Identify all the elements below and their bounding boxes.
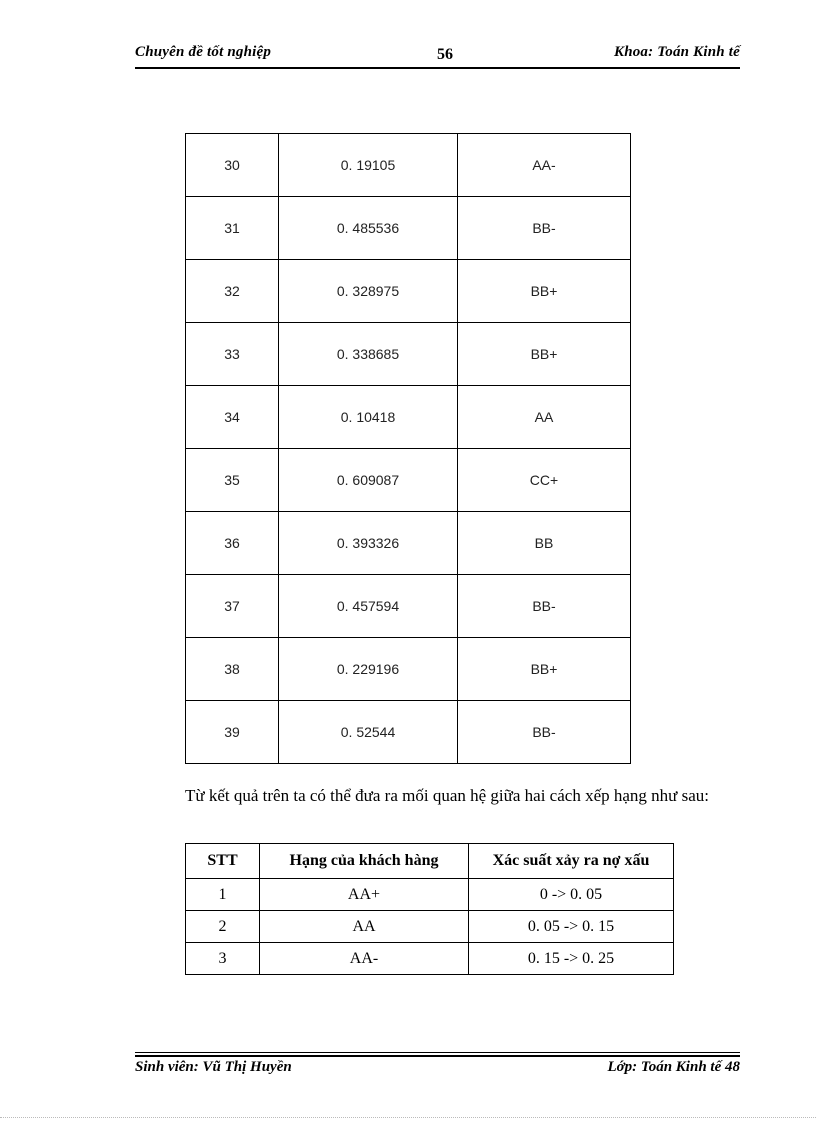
- page-footer: [135, 1059, 740, 1079]
- score-table: [185, 133, 631, 764]
- row-index: 34: [186, 386, 279, 449]
- stt-value: 3: [186, 943, 260, 975]
- body-paragraph: Từ kết quả trên ta có thể đưa ra mối quan hệ giữa hai cách xếp hạng như sau:: [185, 786, 710, 805]
- row-index: 35: [186, 449, 279, 512]
- default-probability-range: 0 -> 0. 05: [469, 879, 674, 911]
- probability-value: 0. 10418: [279, 386, 458, 449]
- header-faculty: Khoa: Toán Kinh tế: [613, 44, 740, 60]
- page-header: [135, 44, 740, 68]
- row-index: 36: [186, 512, 279, 575]
- rating-value: BB+: [458, 638, 631, 701]
- default-probability-range: 0. 15 -> 0. 25: [469, 943, 674, 975]
- page-bottom-edge: [0, 1117, 816, 1118]
- rank-header-default-probability: Xác suất xảy ra nợ xấu: [469, 844, 674, 879]
- page-number: 56: [437, 46, 453, 63]
- rank-table: [185, 843, 674, 975]
- table-row: [186, 323, 631, 386]
- probability-value: 0. 229196: [279, 638, 458, 701]
- row-index: 37: [186, 575, 279, 638]
- default-probability-range: 0. 05 -> 0. 15: [469, 911, 674, 943]
- rank-header-stt: STT: [186, 844, 260, 879]
- rating-value: BB-: [458, 575, 631, 638]
- rating-value: CC+: [458, 449, 631, 512]
- table-row: [186, 911, 674, 943]
- table-row: [186, 879, 674, 911]
- probability-value: 0. 457594: [279, 575, 458, 638]
- probability-value: 0. 52544: [279, 701, 458, 764]
- table-row: [186, 197, 631, 260]
- row-index: 32: [186, 260, 279, 323]
- table-row: [186, 449, 631, 512]
- rank-table-header-row: [186, 844, 674, 879]
- table-row: [186, 134, 631, 197]
- row-index: 31: [186, 197, 279, 260]
- customer-rank-value: AA: [260, 911, 469, 943]
- row-index: 33: [186, 323, 279, 386]
- rating-value: BB-: [458, 701, 631, 764]
- table-row: [186, 512, 631, 575]
- stt-value: 1: [186, 879, 260, 911]
- row-index: 38: [186, 638, 279, 701]
- customer-rank-value: AA+: [260, 879, 469, 911]
- table-row: [186, 943, 674, 975]
- rating-value: BB: [458, 512, 631, 575]
- stt-value: 2: [186, 911, 260, 943]
- table-row: [186, 701, 631, 764]
- rating-value: BB+: [458, 260, 631, 323]
- rating-value: AA-: [458, 134, 631, 197]
- footer-class: Lớp: Toán Kinh tế 48: [607, 1059, 740, 1075]
- probability-value: 0. 609087: [279, 449, 458, 512]
- probability-value: 0. 328975: [279, 260, 458, 323]
- probability-value: 0. 485536: [279, 197, 458, 260]
- table-row: [186, 260, 631, 323]
- probability-value: 0. 338685: [279, 323, 458, 386]
- rank-header-customer-rank: Hạng của khách hàng: [260, 844, 469, 879]
- table-row: [186, 575, 631, 638]
- footer-divider-thin: [135, 1052, 740, 1053]
- footer-student: Sinh viên: Vũ Thị Huyền: [135, 1059, 292, 1075]
- probability-value: 0. 393326: [279, 512, 458, 575]
- footer-divider-thick: [135, 1055, 740, 1057]
- header-document-title: Chuyên đề tốt nghiệp: [135, 44, 272, 60]
- rating-value: BB-: [458, 197, 631, 260]
- probability-value: 0. 19105: [279, 134, 458, 197]
- rating-value: BB+: [458, 323, 631, 386]
- customer-rank-value: AA-: [260, 943, 469, 975]
- table-row: [186, 638, 631, 701]
- table-row: [186, 386, 631, 449]
- rating-value: AA: [458, 386, 631, 449]
- row-index: 30: [186, 134, 279, 197]
- row-index: 39: [186, 701, 279, 764]
- header-divider: [135, 67, 740, 69]
